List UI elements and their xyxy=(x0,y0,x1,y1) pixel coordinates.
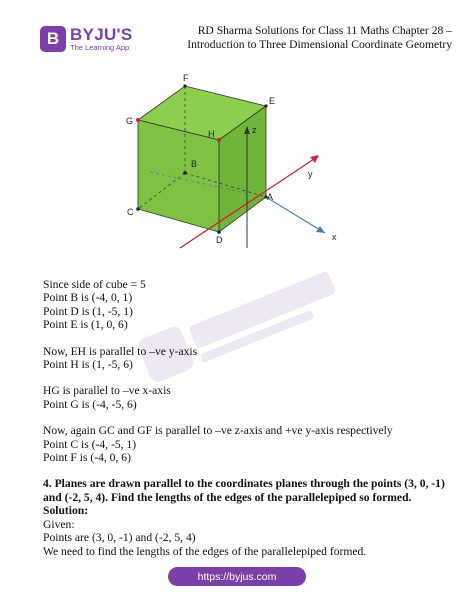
logo-text xyxy=(70,26,133,52)
given-label: Given: xyxy=(43,517,75,531)
vertex-f-dot xyxy=(183,84,186,87)
vertex-e-dot xyxy=(264,104,267,107)
text-line: Now, again GC and GF is parallel to –ve z-axis and +ve y-axis respectively xyxy=(43,424,393,438)
label-h: H xyxy=(208,129,215,139)
header-line-1: RD Sharma Solutions for Class 11 Maths Chapter 28 – xyxy=(197,24,452,37)
text-line: Now, EH is parallel to –ve y-axis xyxy=(43,344,198,358)
vertex-b-dot xyxy=(183,171,187,175)
solution-label: Solution: xyxy=(43,504,89,518)
logo-mark: B xyxy=(40,26,66,52)
text-line: Point F is (-4, 0, 6) xyxy=(43,451,131,465)
cube-diagram xyxy=(120,70,360,270)
label-a: A xyxy=(267,192,274,202)
label-x: x xyxy=(332,232,337,242)
header-line-2: Introduction to Three Dimensional Coordinate Geometry xyxy=(187,37,452,51)
label-b: B xyxy=(191,159,198,169)
label-f: F xyxy=(183,73,189,83)
vertex-g-dot xyxy=(136,118,140,122)
x-axis-arrowhead xyxy=(316,226,325,233)
text-line: Since side of cube = 5 xyxy=(43,278,146,291)
label-c: C xyxy=(127,207,134,217)
question-4: 4. Planes are drawn parallel to the coordinates planes through the points (3, 0, -1) and (-2, 5, 4). Find the lengths of the edges of the parallelepiped so formed. xyxy=(43,477,445,504)
text-line: Point G is (-4, -5, 6) xyxy=(43,397,137,411)
vertex-c-dot xyxy=(136,207,140,211)
y-axis-arrowhead xyxy=(310,155,319,163)
solution-content xyxy=(43,278,453,558)
given-points: Points are (3, 0, -1) and (-2, 5, 4) xyxy=(43,531,196,545)
cube-front-face xyxy=(138,120,219,232)
label-e: E xyxy=(269,96,276,106)
label-d: D xyxy=(216,235,223,245)
logo-tagline: The Learning App xyxy=(70,43,130,53)
label-y: y xyxy=(308,169,313,179)
text-line: Point C is (-4, -5, 1) xyxy=(43,437,137,451)
page-header xyxy=(182,24,452,51)
text-line: HG is parallel to –ve x-axis xyxy=(43,384,171,398)
brand-logo xyxy=(40,26,133,52)
need-line: We need to find the lengths of the edges of the parallelepiped formed. xyxy=(43,544,367,558)
cube-figure xyxy=(120,70,360,270)
footer-url-link[interactable]: https://byjus.com xyxy=(168,567,306,586)
logo-name: BYJU'S xyxy=(70,25,133,45)
label-g: G xyxy=(126,116,134,126)
vertex-d-dot xyxy=(217,230,221,234)
text-line: Point H is (1, -5, 6) xyxy=(43,358,133,372)
x-axis-line xyxy=(266,197,325,233)
text-line: Point B is (-4, 0, 1) xyxy=(43,291,133,305)
text-line: Point D is (1, -5, 1) xyxy=(43,304,133,318)
label-z: z xyxy=(252,125,257,135)
text-line: Point E is (1, 0, 6) xyxy=(43,318,128,332)
vertex-h-dot xyxy=(217,138,221,142)
